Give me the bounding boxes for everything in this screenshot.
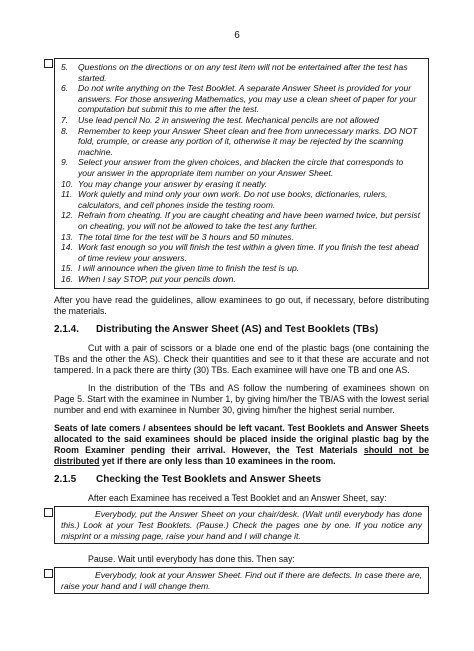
distribution-paragraph-1: Cut with a pair of scissors or a blade one end of the plastic bags (one containing the TBs and the other the AS). Check their quantities and see to it that these are accurate and not tampered. In a pack there are thirty (30) TBs. Each examinee will have one TB and one AS.: [54, 343, 429, 376]
instruction-text: Work quietly and mind only your own work. Do not use books, dictionaries, rulers, calculators, and cell phones inside the testing room.: [78, 189, 388, 210]
instruction-text: When I say STOP, put your pencils down.: [78, 273, 236, 284]
pause-line: Pause. Wait until everybody has done this. Then say:: [88, 554, 295, 565]
instruction-item: [61, 62, 422, 83]
instructions-box: [54, 58, 429, 289]
instruction-text: I will announce when the given time to finish the test is up.: [78, 263, 300, 274]
instruction-number: 15.: [61, 263, 73, 274]
instructions-list: [61, 62, 422, 284]
instruction-item: [61, 242, 422, 263]
section-title: Distributing the Answer Sheet (AS) and Test Booklets (TBs): [96, 324, 379, 336]
instruction-number: 6.: [61, 83, 69, 94]
note-text: Seats of late comers / absentees should be left vacant. Test Booklets and Answer Sheets allocated to the said examinees should be placed inside the original plastic bag by the Room Examiner pending their arrival. However, the Test Materials: [54, 423, 429, 456]
instruction-number: 16.: [61, 273, 73, 284]
script-text: Everybody, put the Answer Sheet on your chair/desk. (Wait until everybody has done this.) Look at your Test Booklets. (Pause.) Check the pages one by one. If you notice any misprint or a missing page, raise your hand and I will change it.: [61, 509, 422, 541]
instruction-text: Do not write anything on the Test Booklet. A separate Answer Sheet is provided for your answers. For those answering Mathematics, you may use a clean sheet of paper for your computation but submit this to me after the test.: [78, 83, 417, 115]
instruction-item: [61, 115, 422, 126]
instruction-number: 8.: [61, 125, 69, 136]
section-heading-2-1-4: [54, 324, 429, 335]
script-text: Everybody, look at your Answer Sheet. Find out if there are defects. In case there are, raise your hand and I will change them.: [61, 570, 422, 591]
instruction-text: You may change your answer by erasing it neatly.: [78, 178, 268, 189]
distribution-paragraph-2: In the distribution of the TBs and AS follow the numbering of examinees shown on Page 5. Start with the examinee in Number 1, by giving him/her the TB/AS with the lowest serial number and end with examinee in Number 30, giving him/her the highest serial number.: [54, 383, 429, 416]
instruction-number: 9.: [61, 157, 69, 168]
instruction-text: Select your answer from the given choices, and blacken the circle that corresponds to your answer in the appropriate item number on your Answer Sheet.: [78, 157, 404, 178]
section-heading-2-1-5: [54, 474, 429, 485]
instruction-number: 7.: [61, 114, 69, 125]
instruction-text: Refrain from cheating. If you are caught cheating and have been warned twice, but persist on cheating, you will not be allowed to take the test any further.: [78, 210, 421, 231]
checkbox[interactable]: [44, 508, 53, 517]
section-title: Checking the Test Booklets and Answer Sheets: [96, 474, 322, 486]
instruction-number: 13.: [61, 231, 73, 242]
instruction-item: [61, 126, 422, 158]
checking-intro: After each Examinee has received a Test Booklet and an Answer Sheet, say:: [88, 493, 387, 504]
instruction-number: 11.: [61, 189, 73, 200]
instruction-item: [61, 83, 422, 115]
instruction-item: [61, 157, 422, 178]
note-text-end: yet if there are only less than 10 examinees in the room.: [99, 456, 336, 467]
checkbox[interactable]: [44, 59, 53, 68]
page-number: 6: [234, 30, 240, 41]
script-box-booklet: [54, 506, 429, 544]
instruction-text: Questions on the directions or on any test item will not be entertained after the test has started.: [78, 62, 408, 83]
instruction-text: Work fast enough so you will finish the test within a given time. If you finish the test ahead of time review your answers.: [78, 242, 419, 263]
instruction-item: [61, 263, 422, 274]
instruction-number: 10.: [61, 178, 73, 189]
instruction-text: Remember to keep your Answer Sheet clean and free from unnecessary marks. DO NOT fold, crumple, or crease any portion of it, otherwise it may be rejected by the scanning machine.: [78, 125, 418, 157]
instruction-item: [61, 232, 422, 243]
instruction-item: [61, 274, 422, 285]
instruction-item: [61, 179, 422, 190]
instruction-text: The total time for the test will be 3 hours and 50 minutes.: [78, 231, 294, 242]
late-comers-note: [54, 423, 429, 467]
script-box-answer-sheet: [54, 567, 429, 594]
instruction-item: [61, 210, 422, 231]
instruction-number: 5.: [61, 62, 69, 72]
instruction-number: 14.: [61, 242, 73, 253]
instruction-text: Use lead pencil No. 2 in answering the test. Mechanical pencils are not allowed: [78, 114, 379, 125]
note-underlined-text: should not be distributed: [54, 445, 429, 467]
checkbox[interactable]: [44, 569, 53, 578]
instruction-number: 12.: [61, 210, 73, 221]
section-number: 2.1.4.: [54, 324, 80, 336]
section-number: 2.1.5: [54, 474, 77, 486]
after-guidelines-text: After you have read the guidelines, allow examinees to go out, if necessary, before distributing the materials.: [54, 295, 429, 317]
instruction-item: [61, 189, 422, 210]
